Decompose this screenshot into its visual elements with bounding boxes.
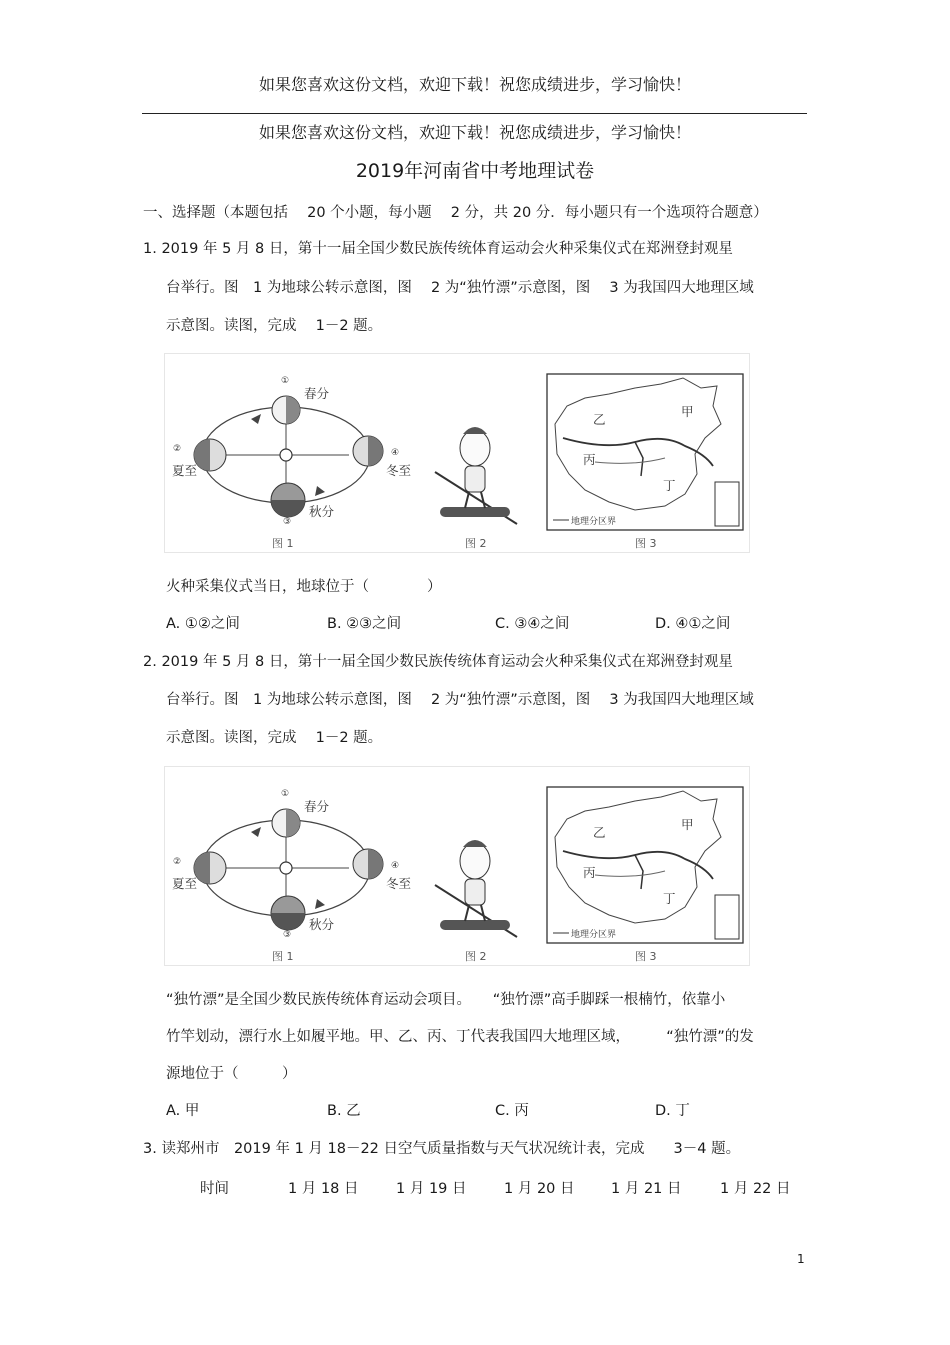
fig1-label-spring: 春分 xyxy=(304,799,330,814)
fig3-caption: 图 3 xyxy=(635,950,657,963)
fig1-label-summer: 夏至 xyxy=(172,463,198,478)
fig1-label-1-num: ① xyxy=(281,789,290,799)
q2-stem-line-2: 台举行。图 1 为地球公转示意图，图 2 为“独竹漂”示意图，图 3 为我国四大地理区域 xyxy=(166,692,754,708)
fig1-label-4-num: ④ xyxy=(391,448,400,458)
table-header-cell: 1 月 19 日 xyxy=(396,1181,467,1197)
fig1-label-4-num: ④ xyxy=(391,861,400,871)
q2-option-a[interactable]: A. 甲 xyxy=(166,1103,200,1119)
q2-question-line-3: 源地位于（ ） xyxy=(166,1066,297,1082)
page-number: 1 xyxy=(797,1252,805,1266)
q2-stem-line-3: 示意图。读图，完成 1－2 题。 xyxy=(166,730,383,746)
q2-stem-line-1: 2. 2019 年 5 月 8 日，第十一届全国少数民族传统体育运动会火种采集仪式在郑洲登封观星 xyxy=(143,654,733,670)
fig3-region-jia: 甲 xyxy=(681,404,694,419)
fig2-caption: 图 2 xyxy=(465,537,487,550)
q3-stem: 3. 读郑州市 2019 年 1 月 18－22 日空气质量指数与天气状况统计表，完成 3－4 题。 xyxy=(143,1141,741,1157)
q1-option-b[interactable]: B. ②③之间 xyxy=(327,616,402,632)
q1-stem-line-1: 1. 2019 年 5 月 8 日，第十一届全国少数民族传统体育运动会火种采集仪式在郑洲登封观星 xyxy=(143,241,733,257)
fig1-label-summer: 夏至 xyxy=(172,876,198,891)
page-title: 2019年河南省中考地理试卷 xyxy=(355,160,595,182)
fig3-region-yi: 乙 xyxy=(593,412,606,427)
fig3-region-yi: 乙 xyxy=(593,825,606,840)
q1-question: 火种采集仪式当日，地球位于（ ） xyxy=(166,579,442,595)
fig1-label-2-num: ② xyxy=(173,857,182,867)
q1-stem-line-3: 示意图。读图，完成 1－2 题。 xyxy=(166,318,383,334)
fig1-label-autumn: 秋分 xyxy=(309,504,335,519)
fig1-caption: 图 1 xyxy=(272,537,294,550)
fig3-region-ding: 丁 xyxy=(663,478,676,493)
figure-drawing xyxy=(165,767,749,965)
fig1-label-3-num: ③ xyxy=(283,930,292,940)
table-header-cell: 时间 xyxy=(200,1181,229,1197)
fig3-region-jia: 甲 xyxy=(681,817,694,832)
fig3-region-ding: 丁 xyxy=(663,891,676,906)
fig3-legend: 地理分区界 xyxy=(571,517,617,527)
table-header-cell: 1 月 21 日 xyxy=(611,1181,682,1197)
q2-question-line-1: “独竹漂”是全国少数民族传统体育运动会项目。 “独竹漂”高手脚踩一根楠竹，依靠小 xyxy=(166,992,726,1008)
fig3-legend: 地理分区界 xyxy=(571,930,617,940)
q2-option-c[interactable]: C. 丙 xyxy=(495,1103,529,1119)
fig3-region-bing: 丙 xyxy=(583,865,596,880)
fig1-label-spring: 春分 xyxy=(304,386,330,401)
q1-stem-line-2: 台举行。图 1 为地球公转示意图，图 2 为“独竹漂”示意图，图 3 为我国四大地理区域 xyxy=(166,280,754,296)
table-header-cell: 1 月 22 日 xyxy=(720,1181,791,1197)
header-banner: 如果您喜欢这份文档，欢迎下载！祝您成绩进步，学习愉快！ xyxy=(258,75,691,94)
figure-drawing xyxy=(165,354,749,552)
section-heading: 一、选择题（本题包括 20 个小题，每小题 2 分，共 20 分．每小题只有一个选项符合题意） xyxy=(143,205,768,221)
table-header-cell: 1 月 18 日 xyxy=(288,1181,359,1197)
fig1-caption: 图 1 xyxy=(272,950,294,963)
q2-question-line-2: 竹竿划动，漂行水上如履平地。甲、乙、丙、丁代表我国四大地理区域， “独竹漂”的发 xyxy=(166,1029,754,1045)
fig1-label-winter: 冬至 xyxy=(386,876,412,891)
header-rule xyxy=(142,113,807,114)
header-banner-repeat: 如果您喜欢这份文档，欢迎下载！祝您成绩进步，学习愉快！ xyxy=(258,123,691,142)
table-header-cell: 1 月 20 日 xyxy=(504,1181,575,1197)
fig1-label-1-num: ① xyxy=(281,376,290,386)
fig1-label-3-num: ③ xyxy=(283,517,292,527)
fig3-region-bing: 丙 xyxy=(583,452,596,467)
fig1-label-autumn: 秋分 xyxy=(309,917,335,932)
fig2-caption: 图 2 xyxy=(465,950,487,963)
figure-panel-2 xyxy=(164,766,750,966)
fig3-caption: 图 3 xyxy=(635,537,657,550)
q1-option-d[interactable]: D. ④①之间 xyxy=(655,616,731,632)
fig1-label-2-num: ② xyxy=(173,444,182,454)
q1-option-c[interactable]: C. ③④之间 xyxy=(495,616,570,632)
figure-panel-1 xyxy=(164,353,750,553)
q2-option-d[interactable]: D. 丁 xyxy=(655,1103,690,1119)
fig1-label-winter: 冬至 xyxy=(386,463,412,478)
q1-option-a[interactable]: A. ①②之间 xyxy=(166,616,240,632)
q2-option-b[interactable]: B. 乙 xyxy=(327,1103,361,1119)
